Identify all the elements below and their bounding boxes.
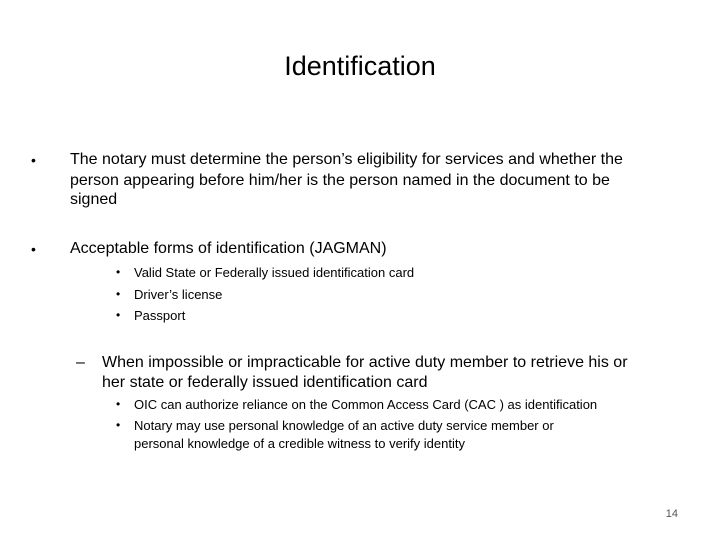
bullet-marker: •	[31, 152, 36, 168]
sub-item-drivers-license: Driver’s license	[134, 287, 223, 302]
sub-bullet-marker: •	[116, 418, 121, 432]
sub-bullet-marker: •	[116, 265, 121, 279]
sub-bullet-marker: •	[116, 308, 121, 322]
dash-item-line-1: When impossible or impracticable for active duty member to retrieve his or	[102, 354, 628, 371]
sub-item-passport: Passport	[134, 308, 186, 323]
bullet-marker: •	[31, 241, 36, 257]
dash-marker: –	[76, 354, 85, 371]
sub-item-personal-knowledge-line-2: personal knowledge of a credible witness to verify identity	[134, 436, 465, 451]
bullet-1-line-2: person appearing before him/her is the person named in the document to be	[70, 172, 610, 189]
dash-item-line-2: her state or federally issued identification card	[102, 374, 428, 391]
bullet-1-line-1: The notary must determine the person’s eligibility for services and whether the	[70, 151, 623, 168]
sub-item-id-card: Valid State or Federally issued identification card	[134, 265, 415, 280]
bullet-1-line-3: signed	[70, 191, 118, 208]
slide-title: Identification	[284, 51, 436, 81]
sub-bullet-marker: •	[116, 397, 121, 411]
page-number: 14	[665, 508, 678, 520]
sub-item-cac: OIC can authorize reliance on the Common Access Card (CAC ) as identification	[134, 397, 598, 412]
sub-item-personal-knowledge-line-1: Notary may use personal knowledge of an active duty service member or	[134, 418, 554, 433]
bullet-2-line-1: Acceptable forms of identification (JAGMAN)	[70, 240, 387, 257]
sub-bullet-marker: •	[116, 287, 121, 301]
